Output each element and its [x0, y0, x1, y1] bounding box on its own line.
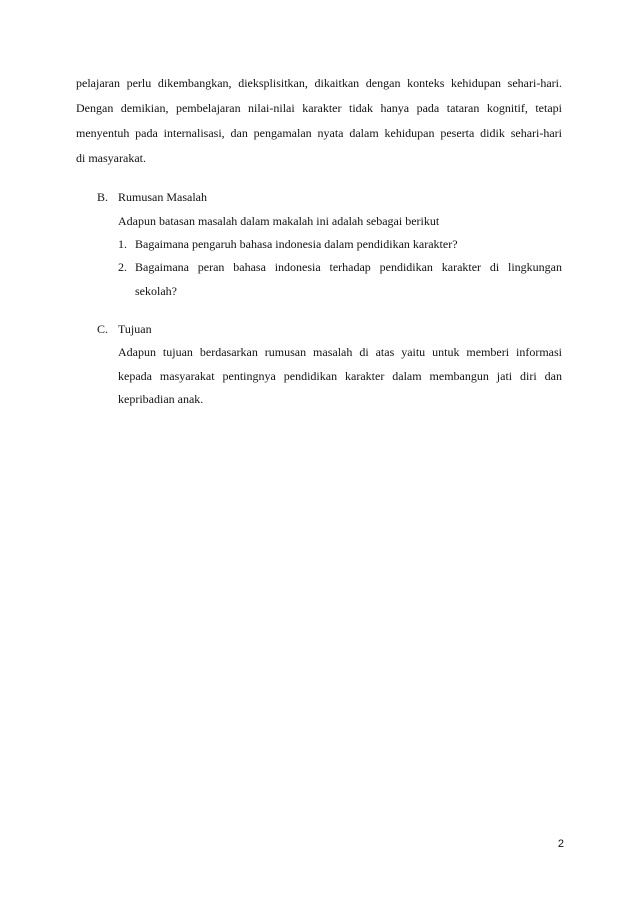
section-marker: B. [97, 190, 109, 204]
page-number: 2 [557, 838, 564, 850]
list-item: Bagaimana peran bahasa indonesia terhadap pendidikan karakter di lingkungan [135, 260, 562, 274]
paragraph-line: Adapun tujuan berdasarkan rumusan masalah di atas yaitu untuk memberi informasi [118, 345, 562, 359]
list-item: Bagaimana pengaruh bahasa indonesia dalam pendidikan karakter? [135, 237, 458, 251]
section-marker: C. [97, 322, 109, 336]
paragraph-line: Dengan demikian, pembelajaran nilai-nilai karakter tidak hanya pada tataran kognitif, tetapi [76, 101, 562, 115]
list-number: 2. [118, 260, 127, 274]
list-number: 1. [118, 237, 127, 251]
section-heading: Tujuan [118, 322, 152, 336]
section-intro: Adapun batasan masalah dalam makalah ini adalah sebagai berikut [118, 214, 440, 228]
paragraph-line: di masyarakat. [76, 151, 146, 165]
list-item-continuation: sekolah? [135, 284, 177, 298]
paragraph-line: kepribadian anak. [118, 392, 204, 406]
paragraph-line: menyentuh pada internalisasi, dan pengamalan nyata dalam kehidupan peserta didik sehari-hari [76, 126, 562, 140]
section-heading: Rumusan Masalah [118, 190, 207, 204]
paragraph-line: pelajaran perlu dikembangkan, dieksplisitkan, dikaitkan dengan konteks kehidupan sehari-hari. [76, 76, 562, 90]
paragraph-line: kepada masyarakat pentingnya pendidikan karakter dalam membangun jati diri dan [118, 369, 562, 383]
